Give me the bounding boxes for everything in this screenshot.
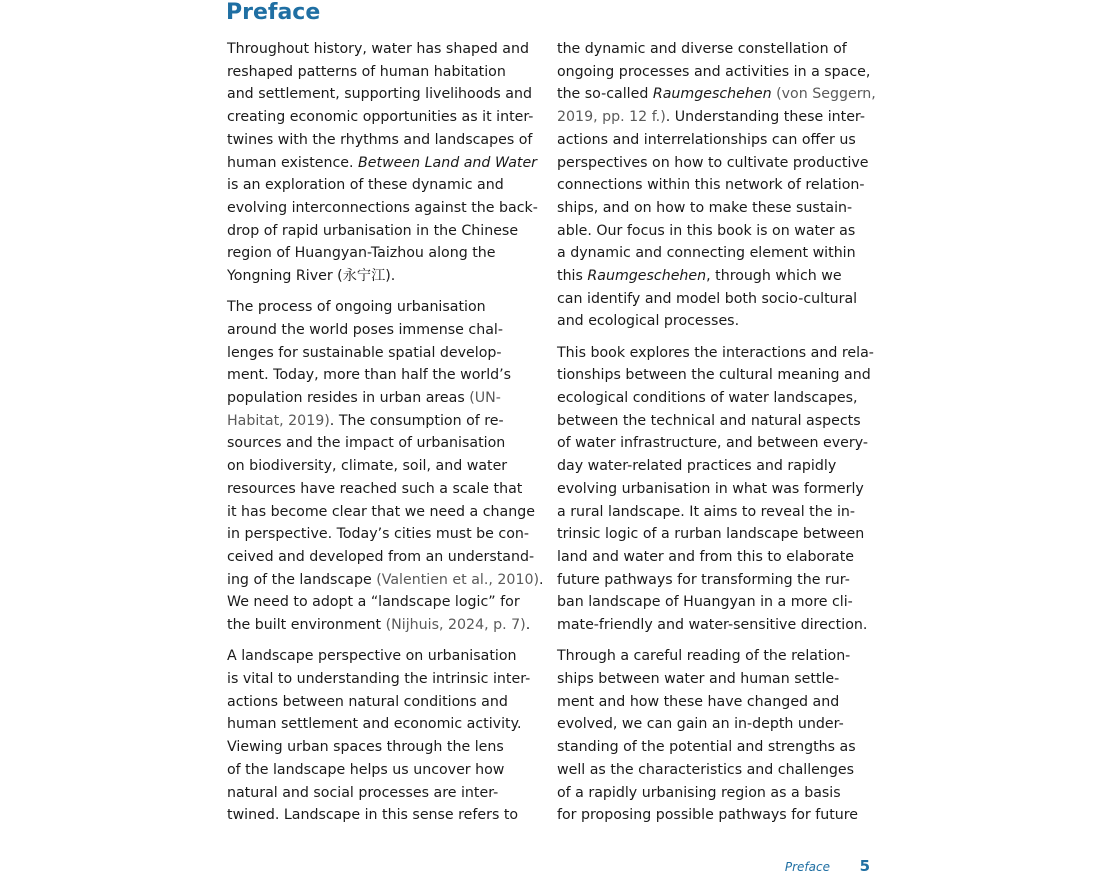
text-line: well as the characteristics and challenges (557, 761, 855, 778)
text-line: We need to adopt a “landscape logic” for (227, 594, 520, 611)
text-line: land and water and from this to elaborate (557, 548, 855, 565)
text-line: trinsic logic of a rurban landscape between (557, 526, 865, 543)
text-run: . (525, 617, 531, 634)
citation: (Valentien et al., 2010) (376, 571, 540, 588)
text-run: human existence. (227, 154, 359, 171)
text-line: can identify and model both socio-cultural (557, 290, 858, 307)
book-title: Between Land and Water (358, 154, 538, 171)
text-line: ongoing processes and activities in a space, (557, 63, 871, 80)
text-line: ment and how these have changed and (557, 693, 840, 710)
text-line: in perspective. Today’s cities must be con- (227, 526, 530, 543)
page-number: 5 (859, 857, 870, 875)
text-line: ecological conditions of water landscapes, (557, 390, 858, 407)
text-line: is an exploration of these dynamic and (227, 177, 504, 194)
text-line: around the world poses immense chal- (227, 321, 503, 338)
text-line: Viewing urban spaces through the lens (227, 739, 504, 756)
text-line: A landscape perspective on urbanisation (227, 648, 517, 665)
text-line: evolving urbanisation in what was formerly (557, 480, 864, 497)
text-run: the built environment (227, 617, 386, 634)
text-line: actions between natural conditions and (227, 693, 508, 710)
text-line: This book explores the interactions and rela- (557, 344, 874, 361)
text-run: the so-called (557, 86, 653, 103)
text-line: Yongning River (永宁江). (227, 268, 396, 285)
term-raumgeschehen: Raumgeschehen (587, 268, 707, 285)
text-line: ceived and developed from an understand- (227, 548, 535, 565)
text-line: standing of the potential and strengths as (557, 739, 856, 756)
text-line (227, 152, 539, 175)
text-line: twined. Landscape in this sense refers to (227, 807, 519, 824)
paragraph-1 (227, 38, 539, 288)
citation: (Nijhuis, 2024, p. 7) (385, 617, 526, 634)
text-line: twines with the rhythms and landscapes of (227, 131, 533, 148)
text-line: resources have reached such a scale that (227, 480, 523, 497)
text-line: lenges for sustainable spatial develop- (227, 344, 502, 361)
text-line: ment. Today, more than half the world’s (227, 367, 512, 384)
text-run: population resides in urban areas (227, 390, 470, 407)
citation: (von Seggern, (771, 86, 876, 103)
text-line: a rural landscape. It aims to reveal the in- (557, 503, 856, 520)
text-line: The process of ongoing urbanisation (227, 299, 486, 316)
page-footer (0, 858, 1100, 880)
text-line (557, 265, 869, 288)
text-line: the dynamic and diverse constellation of (557, 41, 847, 57)
text-line: Throughout history, water has shaped and (227, 41, 529, 57)
page-title: Preface (226, 0, 321, 25)
text-line: human settlement and economic activity. (227, 716, 522, 733)
running-head: Preface (784, 860, 830, 874)
text-line: a dynamic and connecting element within (557, 245, 856, 262)
text-line: mate-friendly and water-sensitive direction. (557, 617, 868, 634)
left-column (227, 38, 544, 835)
text-line: is vital to understanding the intrinsic inter- (227, 670, 531, 687)
text-line: ships, and on how to make these sustain- (557, 199, 853, 216)
text-line (557, 83, 876, 106)
text-line (227, 410, 539, 433)
text-line: tionships between the cultural meaning and (557, 367, 871, 384)
text-line: actions and interrelationships can offer us (557, 131, 856, 148)
text-line: evolved, we can gain an in-depth under- (557, 716, 844, 733)
text-line: on biodiversity, climate, soil, and water (227, 458, 508, 475)
text-line: evolving interconnections against the back- (227, 199, 538, 216)
paragraph-2 (227, 296, 544, 637)
paragraph-6 (557, 645, 869, 827)
right-column (557, 38, 876, 835)
text-line: perspectives on how to cultivate productive (557, 154, 869, 171)
text-line: region of Huangyan-Taizhou along the (227, 245, 496, 262)
text-line (557, 106, 869, 129)
text-line: ships between water and human settle- (557, 670, 840, 687)
text-line (227, 614, 539, 637)
text-line: of the landscape helps us uncover how (227, 761, 505, 778)
text-run: this (557, 268, 588, 285)
paragraph-3 (227, 645, 539, 827)
text-line: and ecological processes. (557, 313, 740, 330)
text-line: creating economic opportunities as it inter- (227, 109, 534, 126)
text-line: connections within this network of relation- (557, 177, 865, 194)
text-line: Through a careful reading of the relation- (557, 648, 851, 665)
text-line: between the technical and natural aspects (557, 412, 861, 429)
paragraph-4 (557, 38, 876, 333)
text-run: . Understanding these inter- (665, 109, 865, 126)
text-line: it has become clear that we need a change (227, 503, 535, 520)
text-run: . The consumption of re- (329, 412, 504, 429)
citation: 2019, pp. 12 f.) (557, 109, 666, 126)
text-line: drop of rapid urbanisation in the Chinese (227, 222, 519, 239)
citation: (UN- (469, 390, 501, 407)
text-line: of water infrastructure, and between every- (557, 435, 868, 452)
text-run: ing of the landscape (227, 571, 377, 588)
text-line: ban landscape of Huangyan in a more cli- (557, 594, 853, 611)
text-line: natural and social processes are inter- (227, 784, 499, 801)
text-run: . (539, 571, 544, 588)
text-line: day water-related practices and rapidly (557, 458, 837, 475)
text-line: future pathways for transforming the rur- (557, 571, 850, 588)
text-line: and settlement, supporting livelihoods and (227, 86, 533, 103)
paragraph-5 (557, 342, 874, 637)
citation: Habitat, 2019) (227, 412, 330, 429)
term-raumgeschehen: Raumgeschehen (652, 86, 772, 103)
text-line: able. Our focus in this book is on water as (557, 222, 856, 239)
text-line: of a rapidly urbanising region as a basis (557, 784, 841, 801)
text-line: sources and the impact of urbanisation (227, 435, 506, 452)
text-run: , through which we (706, 268, 842, 285)
text-line: reshaped patterns of human habitation (227, 63, 506, 80)
text-line (227, 569, 544, 592)
text-line (227, 387, 539, 410)
text-line: for proposing possible pathways for future (557, 807, 859, 824)
